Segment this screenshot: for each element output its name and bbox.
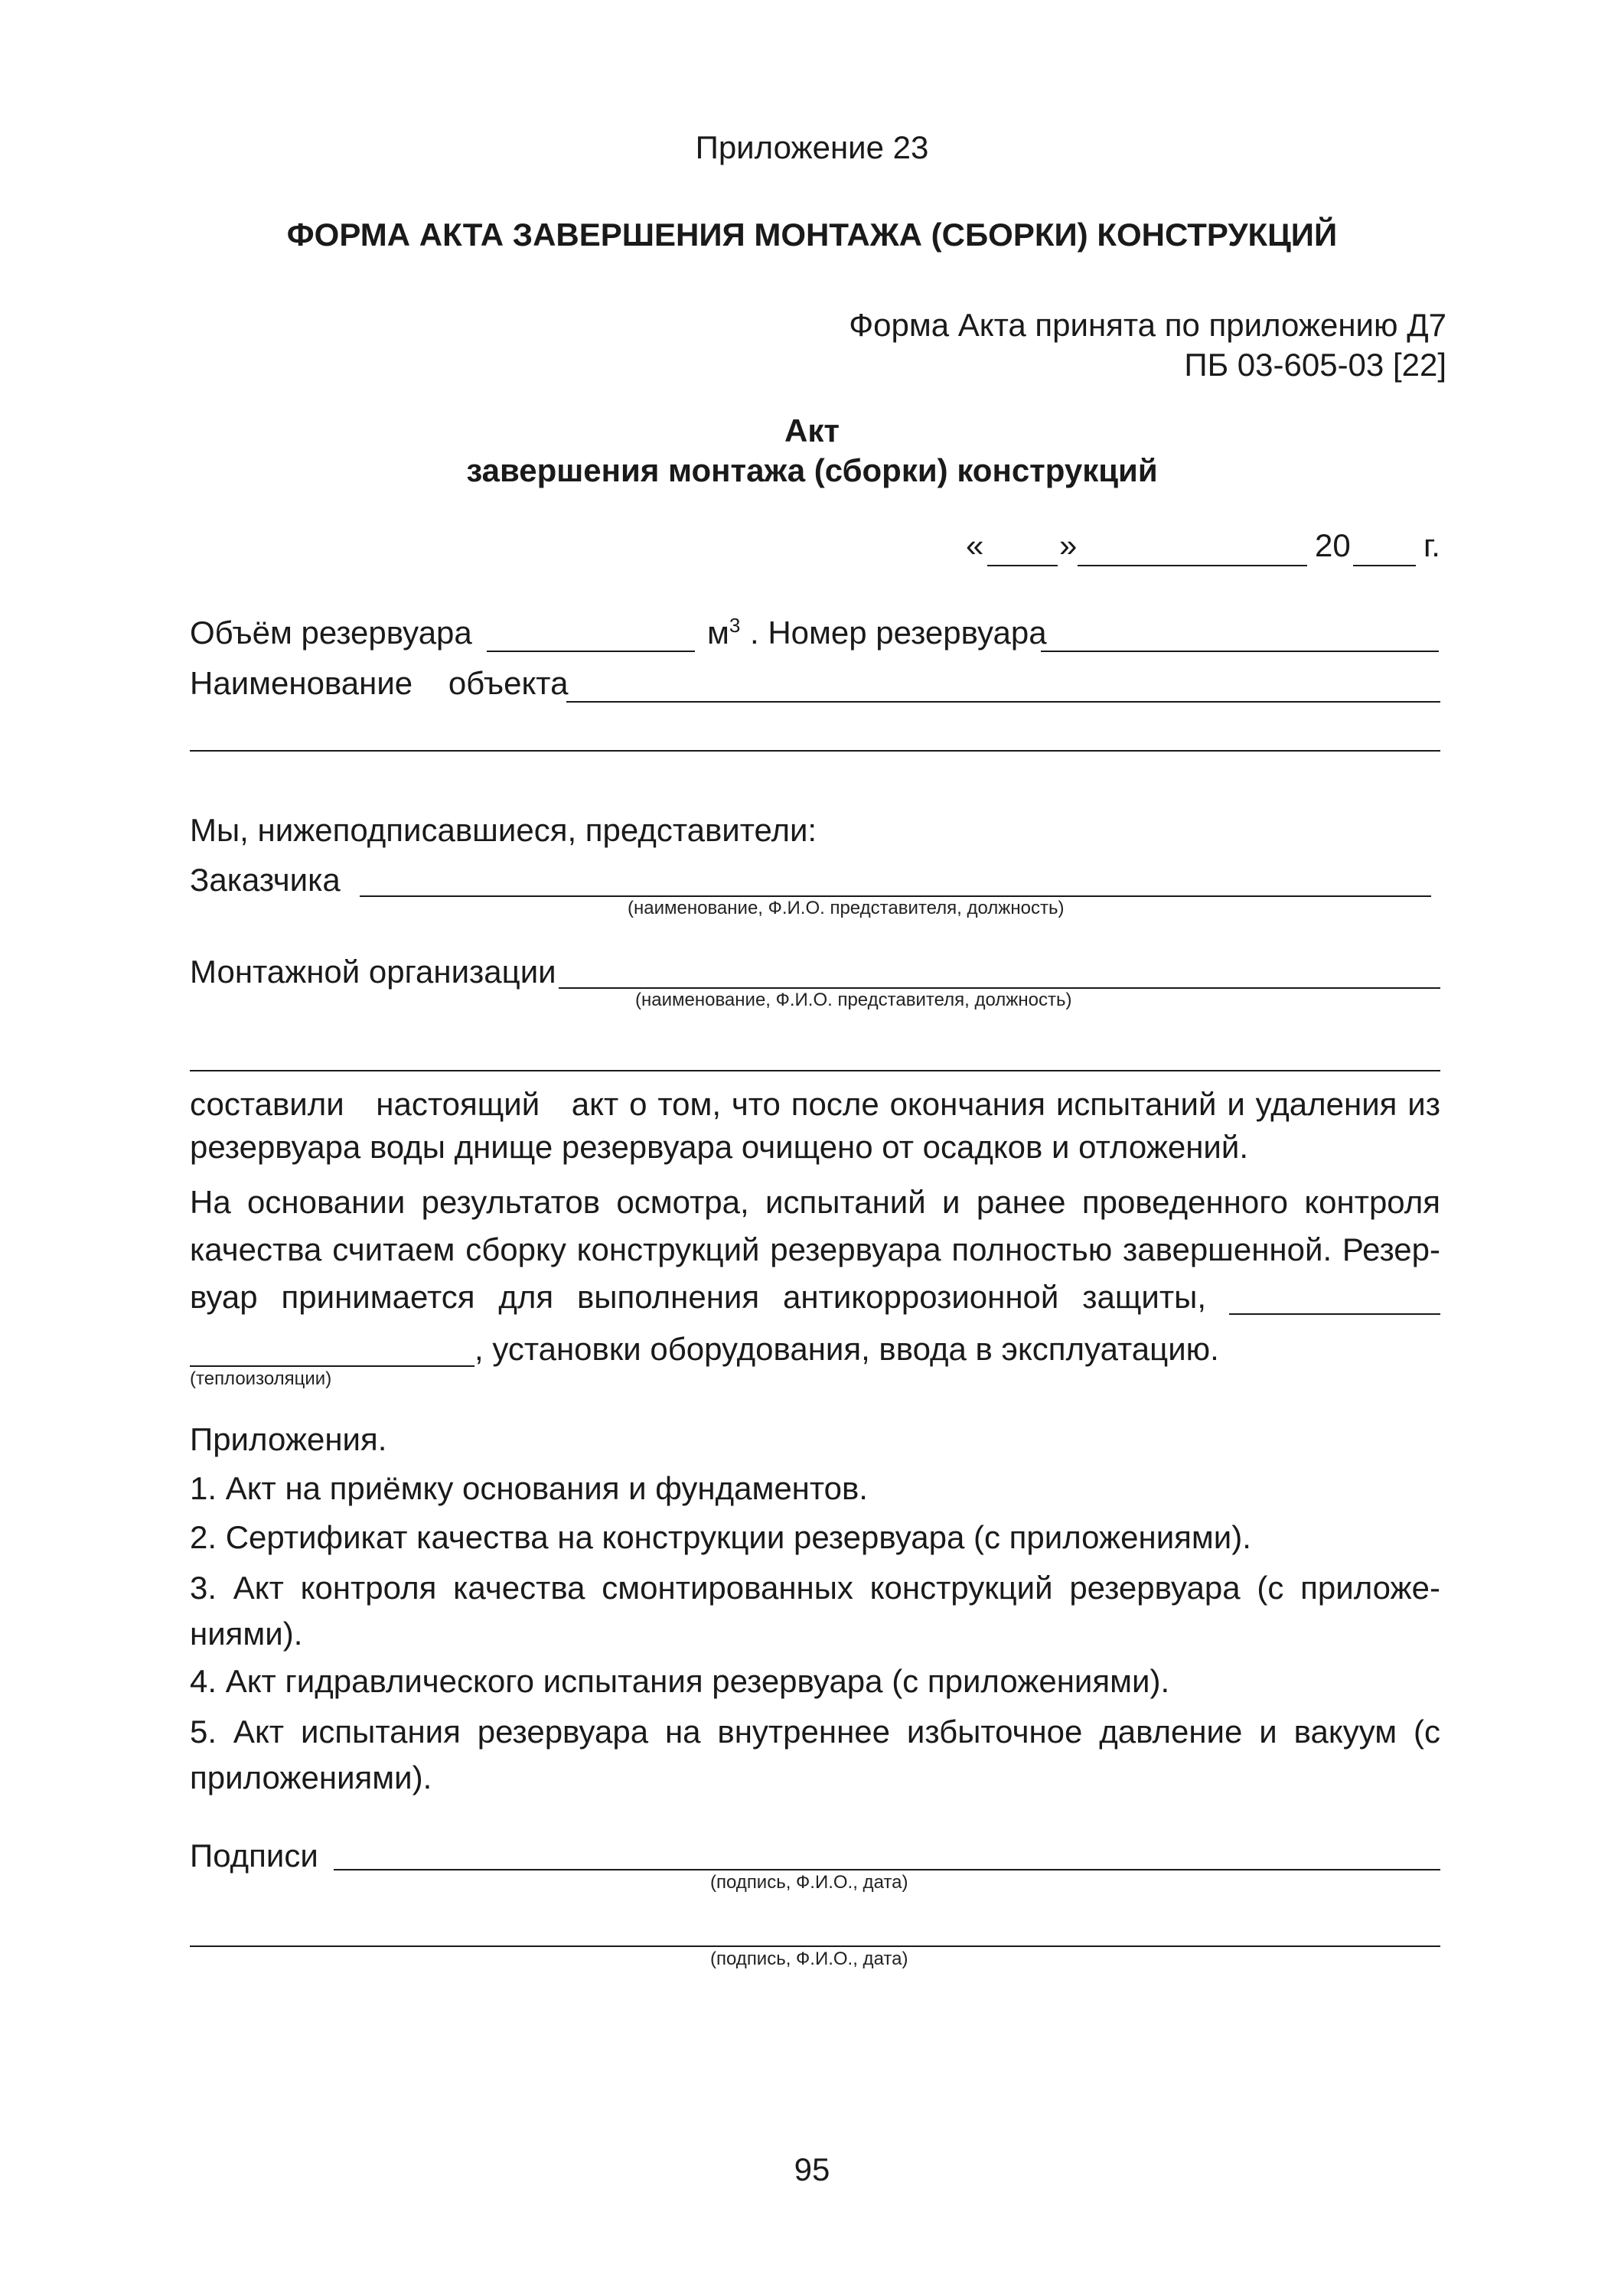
month-field[interactable]	[1078, 565, 1307, 566]
year-prefix: 20	[1315, 527, 1351, 563]
customer-label: Заказчика	[190, 862, 341, 898]
attachment-item-1: 1. Акт на приёмку основания и фундаментов.	[190, 1470, 868, 1506]
form-title: ФОРМА АКТА ЗАВЕРШЕНИЯ МОНТАЖА (СБОРКИ) КОНСТРУКЦИЙ	[286, 217, 1338, 253]
signature-field-2[interactable]	[190, 1945, 1440, 1947]
object-label: Наименование объекта	[190, 665, 569, 701]
installer-hint: (наименование, Ф.И.О. представителя, должность)	[635, 990, 1072, 1010]
signature-hint-2: (подпись, Ф.И.О., дата)	[710, 1949, 908, 1969]
act-heading-line1: Акт	[784, 413, 840, 448]
volume-unit: $м^3$	[707, 614, 741, 651]
attachment-item-3-continued: ниями).	[190, 1616, 303, 1652]
body-p2-line1: На основании результатов осмотра, испытаний и ранее проведенного контроля	[190, 1184, 1440, 1220]
date-open-quote: «	[966, 527, 984, 563]
customer-field[interactable]	[360, 895, 1431, 897]
installer-field[interactable]	[559, 987, 1440, 989]
day-field[interactable]	[987, 565, 1058, 566]
volume-field[interactable]	[487, 651, 695, 652]
tank-number-field[interactable]	[1041, 651, 1439, 652]
installer-label: Монтажной организации	[190, 954, 556, 990]
attachment-item-5-continued: приложениями).	[190, 1760, 432, 1795]
act-heading-line2: завершения монтажа (сборки) конструкций	[466, 452, 1158, 488]
body-p2-line2: качества считаем сборку конструкций резервуара полностью завершенной. Резер-	[190, 1231, 1440, 1267]
form-source-line2: ПБ 03-605-03 [22]	[1184, 347, 1446, 383]
date-close-quote: »	[1059, 527, 1078, 563]
attachment-item-2: 2. Сертификат качества на конструкции резервуара (с приложениями).	[190, 1519, 1251, 1555]
attachments-heading: Приложения.	[190, 1421, 387, 1457]
signatures-label: Подписи	[190, 1838, 318, 1874]
attachment-item-3: 3. Акт контроля качества смонтированных конструкций резервуара (с приложе-	[190, 1570, 1440, 1606]
thermal-insulation-hint: (теплоизоляции)	[190, 1368, 332, 1389]
year-suffix: г.	[1423, 527, 1440, 563]
appendix-label: Приложение 23	[695, 129, 929, 165]
thermal-insulation-field[interactable]	[190, 1365, 474, 1367]
page-number: 95	[794, 2151, 830, 2187]
representatives-intro: Мы, нижеподписавшиеся, представители:	[190, 812, 817, 848]
body-p1-line1: составили настоящий акт о том, что после окончания испытаний и удаления из	[190, 1086, 1440, 1122]
body-p1-line2: резервуара воды днище резервуара очищено от осадков и отложений.	[190, 1129, 1249, 1165]
customer-hint: (наименование, Ф.И.О. представителя, должность)	[628, 898, 1065, 918]
year-field[interactable]	[1353, 565, 1416, 566]
object-name-field-continued[interactable]	[190, 750, 1440, 752]
installer-field-continued[interactable]	[190, 1070, 1440, 1071]
object-name-field[interactable]	[566, 701, 1440, 703]
body-p2-line4: , установки оборудования, ввода в эксплуатацию.	[474, 1331, 1219, 1367]
corrosion-protection-field[interactable]	[1229, 1313, 1440, 1315]
form-source-line1: Форма Акта принята по приложению Д7	[849, 307, 1446, 343]
signature-hint-1: (подпись, Ф.И.О., дата)	[710, 1872, 908, 1893]
tank-number-label: . Номер резервуара	[750, 615, 1047, 651]
volume-label: Объём резервуара	[190, 615, 472, 651]
attachment-item-4: 4. Акт гидравлического испытания резервуара (с приложениями).	[190, 1663, 1170, 1699]
body-p2-line3: вуар принимается для выполнения антикоррозионной защиты,	[190, 1279, 1206, 1315]
attachment-item-5: 5. Акт испытания резервуара на внутреннее избыточное давление и вакуум (с	[190, 1714, 1440, 1750]
signature-field-1[interactable]	[334, 1869, 1440, 1870]
